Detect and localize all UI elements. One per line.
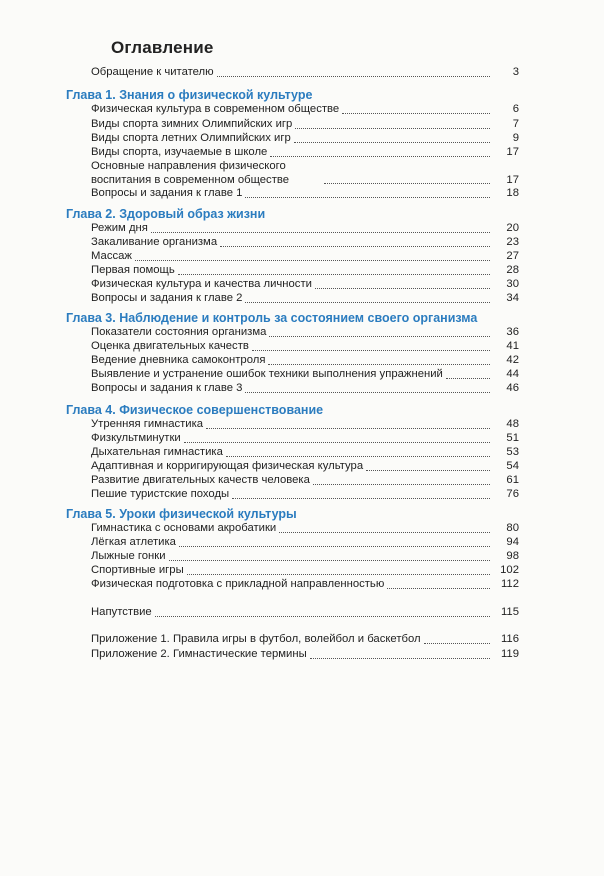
dot-leader xyxy=(220,245,490,247)
toc-entry-label: Массаж xyxy=(91,250,132,262)
dot-leader xyxy=(424,642,490,644)
toc-entry-label: Оценка двигательных качеств xyxy=(91,340,249,352)
toc-entry-label: Адаптивная и корригирующая физическая культура xyxy=(91,460,364,472)
toc-entry-label: Режим дня xyxy=(91,222,148,234)
toc-entry[interactable] xyxy=(91,474,519,488)
toc-entry[interactable] xyxy=(91,236,519,250)
toc-entry-label: Напутствие xyxy=(91,606,152,618)
toc-entry-page: 112 xyxy=(500,578,519,590)
toc-entry[interactable] xyxy=(91,550,519,564)
toc-entry-label: Обращение к читателю xyxy=(91,66,214,78)
chapter-heading-3[interactable]: Глава 3. Наблюдение и контроль за состоянием своего организма xyxy=(66,311,478,325)
toc-entry-appendix[interactable] xyxy=(91,648,519,662)
toc-entry-label: Лыжные гонки xyxy=(91,550,166,562)
toc-entry[interactable] xyxy=(91,522,519,536)
dot-leader xyxy=(268,363,490,365)
toc-entry-page: 6 xyxy=(512,103,519,115)
dot-leader xyxy=(232,497,490,499)
dot-leader xyxy=(269,335,490,337)
toc-entry[interactable] xyxy=(91,488,519,502)
toc-entry[interactable] xyxy=(91,564,519,578)
toc-entry-page: 9 xyxy=(512,132,519,144)
toc-entry[interactable] xyxy=(91,536,519,550)
toc-entry-label: Ведение дневника самоконтроля xyxy=(91,354,266,366)
dot-leader xyxy=(294,141,490,143)
chapter-heading-4[interactable]: Глава 4. Физическое совершенствование xyxy=(66,403,324,417)
dot-leader xyxy=(245,196,490,198)
toc-entry-page: 3 xyxy=(512,66,519,78)
dot-leader xyxy=(151,231,490,233)
dot-leader xyxy=(187,573,490,575)
toc-entry[interactable] xyxy=(91,418,519,432)
toc-entry-label: Закаливание организма xyxy=(91,236,218,248)
toc-entry-page: 53 xyxy=(506,446,519,458)
toc-entry-label: Физическая культура и качества личности xyxy=(91,278,312,290)
toc-entry-label: Виды спорта летних Олимпийских игр xyxy=(91,132,291,144)
toc-entry-page: 17 xyxy=(506,173,519,186)
dot-leader xyxy=(206,427,490,429)
toc-entry-page: 119 xyxy=(500,648,519,660)
dot-leader xyxy=(135,259,490,261)
toc-entry-label: Приложение 1. Правила игры в футбол, волейбол и баскетбол xyxy=(91,633,421,645)
toc-entry-label: Дыхательная гимнастика xyxy=(91,446,223,458)
toc-entry[interactable] xyxy=(91,160,519,187)
toc-entry[interactable] xyxy=(91,460,519,474)
toc-entry-page: 17 xyxy=(506,146,519,158)
dot-leader xyxy=(252,349,490,351)
toc-entry-label: Виды спорта зимних Олимпийских игр xyxy=(91,118,293,130)
dot-leader xyxy=(310,657,490,659)
toc-entry-page: 80 xyxy=(506,522,519,534)
toc-entry-label: Вопросы и задания к главе 1 xyxy=(91,187,243,199)
toc-entry-page: 76 xyxy=(506,488,519,500)
dot-leader xyxy=(270,155,490,157)
dot-leader xyxy=(217,75,490,77)
toc-entry-page: 51 xyxy=(506,432,519,444)
toc-entry-page: 46 xyxy=(506,382,519,394)
toc-entry-label: Развитие двигательных качеств человека xyxy=(91,474,310,486)
toc-entry[interactable] xyxy=(91,382,519,396)
toc-entry-label: Виды спорта, изучаемые в школе xyxy=(91,146,268,158)
toc-entry-label: Гимнастика с основами акробатики xyxy=(91,522,277,534)
toc-entry[interactable] xyxy=(91,146,519,160)
toc-entry[interactable] xyxy=(91,292,519,306)
dot-leader xyxy=(313,483,490,485)
toc-entry[interactable] xyxy=(91,340,519,354)
toc-entry-label: Показатели состояния организма xyxy=(91,326,267,338)
dot-leader xyxy=(387,587,490,589)
toc-entry[interactable] xyxy=(91,222,519,236)
chapter-heading-5[interactable]: Глава 5. Уроки физической культуры xyxy=(66,507,297,521)
toc-entry[interactable] xyxy=(91,354,519,368)
toc-entry-page: 98 xyxy=(506,550,519,562)
dot-leader xyxy=(446,377,490,379)
toc-entry[interactable] xyxy=(91,432,519,446)
toc-entry[interactable] xyxy=(91,368,519,382)
toc-entry-page: 27 xyxy=(506,250,519,262)
toc-entry[interactable] xyxy=(91,278,519,292)
toc-entry[interactable] xyxy=(91,264,519,278)
dot-leader xyxy=(245,301,490,303)
dot-leader xyxy=(184,441,490,443)
toc-entry-page: 48 xyxy=(506,418,519,430)
toc-entry-page: 28 xyxy=(506,264,519,276)
dot-leader xyxy=(179,545,490,547)
toc-entry-label: Приложение 2. Гимнастические термины xyxy=(91,648,307,660)
chapter-heading-1[interactable]: Глава 1. Знания о физической культуре xyxy=(66,88,313,102)
toc-entry-page: 54 xyxy=(506,460,519,472)
toc-entry-page: 61 xyxy=(506,474,519,486)
toc-entry-label: Утренняя гимнастика xyxy=(91,418,204,430)
toc-entry-page: 102 xyxy=(500,564,519,576)
toc-entry-label: Спортивные игры xyxy=(91,564,184,576)
toc-entry[interactable] xyxy=(91,187,519,201)
toc-entry-page: 116 xyxy=(500,633,519,645)
chapter-heading-2[interactable]: Глава 2. Здоровый образ жизни xyxy=(66,207,266,221)
toc-entry-label: Лёгкая атлетика xyxy=(91,536,176,548)
toc-entry-page: 34 xyxy=(506,292,519,304)
dot-leader xyxy=(342,112,490,114)
toc-entry-label: Физкультминутки xyxy=(91,432,181,444)
toc-entry-page: 41 xyxy=(506,340,519,352)
toc-entry-closing[interactable] xyxy=(91,606,519,620)
toc-entry-label: Вопросы и задания к главе 2 xyxy=(91,292,243,304)
toc-entry[interactable] xyxy=(91,103,519,117)
toc-entry[interactable] xyxy=(91,132,519,146)
toc-entry-page: 18 xyxy=(506,187,519,199)
dot-leader xyxy=(366,469,490,471)
toc-entry-page: 36 xyxy=(506,326,519,338)
dot-leader xyxy=(324,182,490,184)
dot-leader xyxy=(245,391,490,393)
dot-leader xyxy=(315,287,490,289)
toc-entry-page: 115 xyxy=(500,606,519,618)
toc-entry-label: Первая помощь xyxy=(91,264,175,276)
toc-entry-intro[interactable] xyxy=(91,66,519,80)
toc-entry[interactable] xyxy=(91,250,519,264)
toc-entry[interactable] xyxy=(91,578,519,592)
toc-entry-label: Физическая подготовка с прикладной направленностью xyxy=(91,578,385,590)
toc-entry[interactable] xyxy=(91,326,519,340)
toc-entry-page: 20 xyxy=(506,222,519,234)
toc-entry-label: Выявление и устранение ошибок техники выполнения упражнений xyxy=(91,368,443,380)
dot-leader xyxy=(226,455,490,457)
toc-entry-page: 42 xyxy=(506,354,519,366)
toc-entry-page: 44 xyxy=(506,368,519,380)
toc-entry-label: Пешие туристские походы xyxy=(91,488,230,500)
toc-entry-page: 30 xyxy=(506,278,519,290)
toc-entry-appendix[interactable] xyxy=(91,633,519,647)
toc-entry-page: 94 xyxy=(506,536,519,548)
dot-leader xyxy=(295,127,490,129)
toc-entry-label: Физическая культура в современном обществе xyxy=(91,103,340,115)
toc-entry-page: 7 xyxy=(512,118,519,130)
dot-leader xyxy=(169,559,490,561)
dot-leader xyxy=(279,531,490,533)
toc-entry[interactable] xyxy=(91,446,519,460)
toc-entry[interactable] xyxy=(91,118,519,132)
toc-entry-label: Основные направления физического воспитания в современном обществе xyxy=(91,160,290,186)
dot-leader xyxy=(155,615,490,617)
dot-leader xyxy=(178,273,490,275)
page-title: Оглавление xyxy=(111,38,214,57)
toc-entry-label: Вопросы и задания к главе 3 xyxy=(91,382,243,394)
toc-entry-page: 23 xyxy=(506,236,519,248)
